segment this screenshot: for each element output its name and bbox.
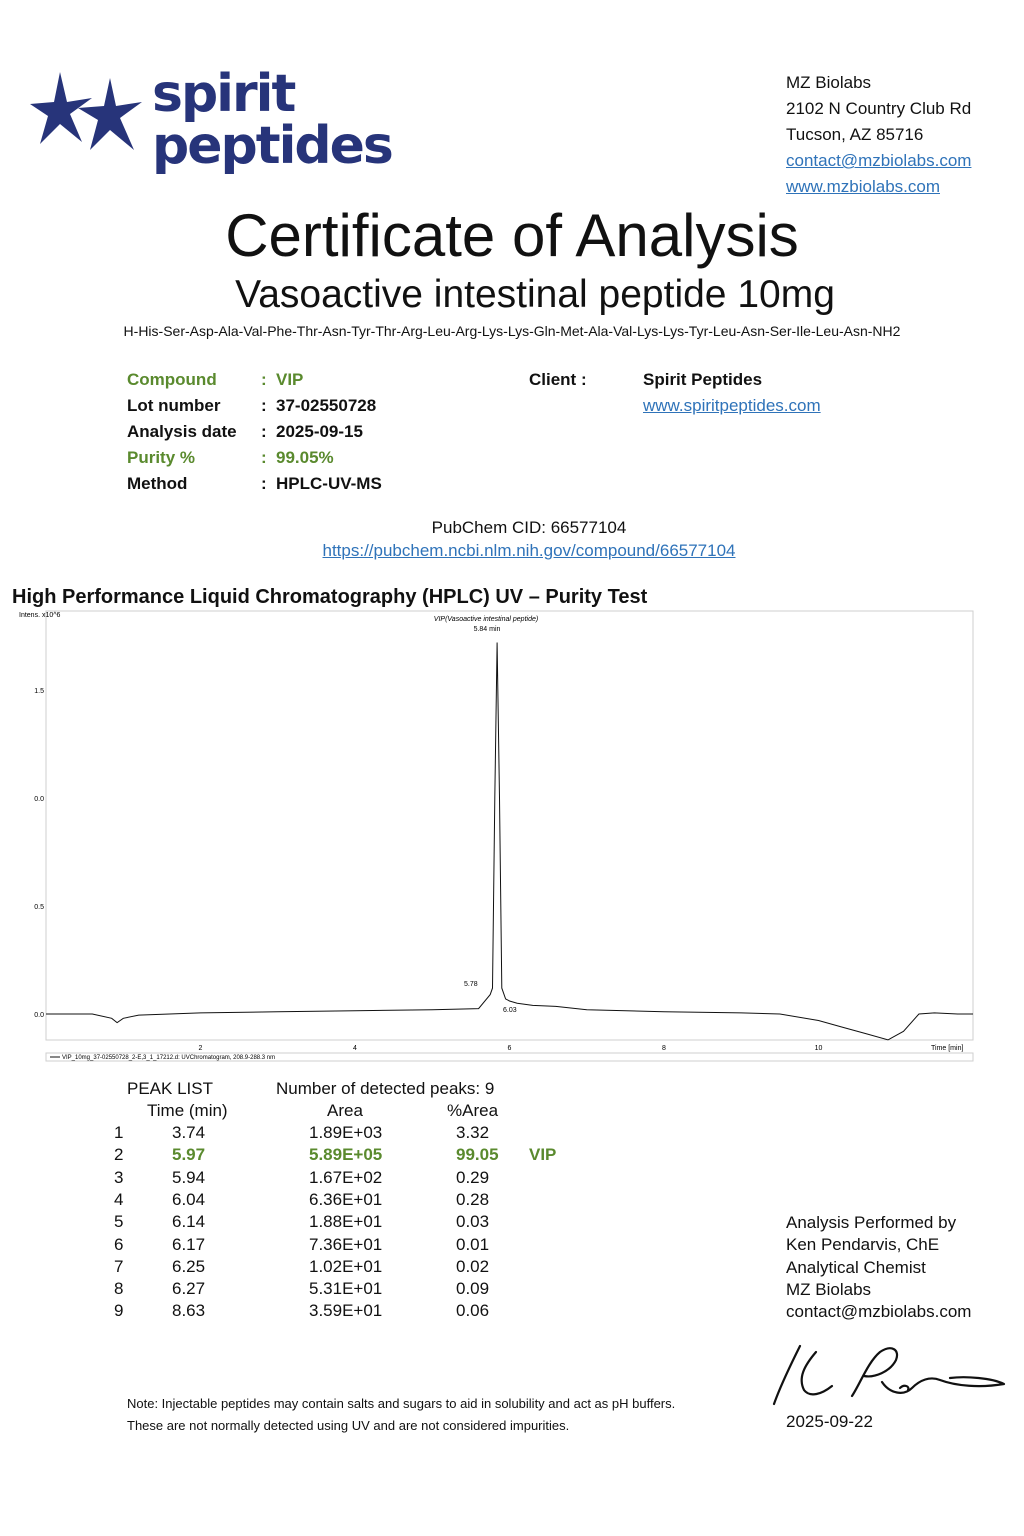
peak-time: 8.63 — [172, 1301, 206, 1321]
lab-street: 2102 N Country Club Rd — [786, 99, 972, 118]
peak-area: 1.89E+03 — [309, 1123, 383, 1142]
document-title: Certificate of Analysis — [225, 202, 799, 269]
lab-city: Tucson, AZ 85716 — [786, 125, 924, 144]
footnote-line: Note: Injectable peptides may contain salts and sugars to aid in solubility and act as pH buffers. — [127, 1396, 676, 1411]
y-tick-label: 0.0 — [34, 796, 44, 803]
peak-percent: 0.28 — [456, 1189, 490, 1209]
analyst-role: Analytical Chemist — [786, 1257, 926, 1277]
lab-email-link[interactable]: contact@mzbiolabs.com — [786, 151, 972, 170]
lab-address — [786, 70, 971, 200]
analyst-block — [786, 1212, 971, 1323]
peak-area: 3.59E+01 — [309, 1301, 383, 1321]
peak-time: 6.27 — [172, 1279, 206, 1299]
lab-name: MZ Biolabs — [786, 73, 872, 92]
colon: : — [261, 448, 267, 467]
col-header-time: Time (min) — [147, 1101, 228, 1120]
logo-stars-icon — [30, 72, 150, 172]
peak-area: 1.67E+02 — [309, 1167, 383, 1187]
peak-area: 6.36E+01 — [309, 1189, 383, 1209]
peak-time: 3.74 — [172, 1123, 206, 1142]
hplc-heading: High Performance Liquid Chromatography (HPLC) UV – Purity Test — [12, 586, 648, 608]
peak-area: 1.02E+01 — [309, 1256, 383, 1276]
peak-number: 6 — [114, 1234, 124, 1254]
method-label: Method — [127, 474, 188, 493]
peak-area: 5.31E+01 — [309, 1279, 383, 1299]
pubchem-link[interactable]: https://pubchem.ncbi.nlm.nih.gov/compound/66577104 — [322, 541, 736, 560]
peak-number: 4 — [114, 1189, 124, 1209]
peak-percent: 0.09 — [456, 1279, 490, 1299]
y-axis-label: Intens. x10^6 — [19, 612, 61, 619]
peptide-sequence: H-His-Ser-Asp-Ala-Val-Phe-Thr-Asn-Tyr-Thr-Arg-Leu-Arg-Lys-Lys-Gln-Met-Ala-Val-Lys-Lys-Tyr-Leu-Asn-Ser-Ile-Leu-Asn-NH2 — [123, 323, 901, 339]
peak-percent: 0.29 — [456, 1167, 490, 1187]
lot-label: Lot number — [127, 396, 221, 415]
legend-entry: VIP_10mg_37-02550728_2-E,3_1_17212.d: UVChromatogram, 208.9-288.3 nm — [62, 1055, 276, 1061]
peak-number: 1 — [114, 1123, 124, 1142]
x-tick-label: 8 — [662, 1045, 666, 1052]
analyst-org: MZ Biolabs — [786, 1279, 872, 1299]
peak-number: 9 — [114, 1301, 124, 1321]
chart-frame — [46, 611, 973, 1040]
client-website-link[interactable]: www.spiritpeptides.com — [643, 396, 821, 415]
peak-percent: 0.06 — [456, 1301, 490, 1321]
x-tick-label: 4 — [353, 1045, 357, 1052]
y-tick-label: 0.0 — [34, 1012, 44, 1019]
compound-value: VIP — [276, 370, 304, 389]
x-tick-label: 2 — [198, 1045, 203, 1052]
peak-number: 8 — [114, 1279, 124, 1299]
lot-value: 37-02550728 — [276, 396, 377, 415]
client-label: Client : — [529, 370, 587, 389]
peak-time: 6.25 — [172, 1256, 206, 1276]
col-header-pct: %Area — [447, 1101, 499, 1120]
peak-area: 7.36E+01 — [309, 1234, 383, 1254]
x-tick-label: 10 — [814, 1045, 823, 1052]
peak-label: 5.84 min — [473, 626, 501, 633]
peak-percent: 0.01 — [456, 1234, 490, 1254]
analysis-date-label: Analysis date — [127, 422, 237, 441]
purity-label: Purity % — [127, 448, 196, 467]
lab-website-link[interactable]: www.mzbiolabs.com — [786, 177, 940, 196]
peak-number: 3 — [114, 1167, 124, 1187]
peak-percent: 3.32 — [456, 1123, 490, 1142]
peak-percent: 0.03 — [456, 1212, 490, 1232]
colon: : — [261, 396, 267, 415]
peak-number: 2 — [114, 1145, 124, 1165]
x-tick-label: 6 — [507, 1045, 512, 1052]
analyst-line: Analysis Performed by — [786, 1213, 957, 1232]
product-name: Vasoactive intestinal peptide 10mg — [235, 273, 835, 316]
colon: : — [261, 422, 267, 441]
peak-list-title: PEAK LIST — [127, 1079, 213, 1098]
peak-time: 5.94 — [172, 1167, 206, 1187]
peak-percent: 99.05 — [456, 1145, 499, 1165]
y-tick-label: 1.5 — [34, 688, 44, 695]
pubchem-cid: PubChem CID: 66577104 — [431, 518, 627, 537]
logo-word-peptides: peptides — [152, 116, 392, 176]
logo-word-spirit: spirit — [152, 64, 295, 124]
hplc-chromatogram — [0, 608, 1024, 1068]
peak-area: 1.88E+01 — [309, 1212, 383, 1232]
colon: : — [261, 370, 267, 389]
peak-number: 7 — [114, 1256, 124, 1276]
purity-value: 99.05% — [276, 448, 334, 467]
peak-time: 6.14 — [172, 1212, 206, 1232]
analysis-date-value: 2025-09-15 — [276, 422, 363, 441]
x-axis-label: Time [min] — [931, 1045, 964, 1052]
colon: : — [261, 474, 267, 493]
peak-number: 5 — [114, 1212, 124, 1232]
chart-title: VIP(Vasoactive intestinal peptide) — [433, 616, 539, 623]
peak-time: 6.17 — [172, 1234, 206, 1254]
footnote-line: These are not normally detected using UV and are not considered impurities. — [127, 1418, 570, 1433]
analyst-email: contact@mzbiolabs.com — [786, 1302, 972, 1322]
compound-label: Compound — [127, 370, 217, 389]
minor-peak-label: 5.78 — [464, 981, 478, 988]
col-header-area: Area — [327, 1101, 363, 1120]
signature-date: 2025-09-22 — [786, 1412, 873, 1431]
minor-peak-label: 6.03 — [503, 1007, 517, 1014]
client-name: Spirit Peptides — [643, 370, 763, 389]
chromatogram-trace — [46, 643, 973, 1040]
peak-area: 5.89E+05 — [309, 1145, 383, 1165]
y-tick-label: 0.5 — [34, 904, 44, 911]
handwritten-signature — [770, 1332, 1010, 1412]
peak-tag: VIP — [529, 1145, 557, 1165]
footnote — [127, 1393, 675, 1437]
peak-time: 5.97 — [172, 1145, 206, 1165]
analyst-name: Ken Pendarvis, ChE — [786, 1235, 940, 1255]
peak-count: Number of detected peaks: 9 — [276, 1079, 495, 1098]
peak-percent: 0.02 — [456, 1256, 490, 1276]
peak-time: 6.04 — [172, 1189, 206, 1209]
method-value: HPLC-UV-MS — [276, 474, 382, 493]
